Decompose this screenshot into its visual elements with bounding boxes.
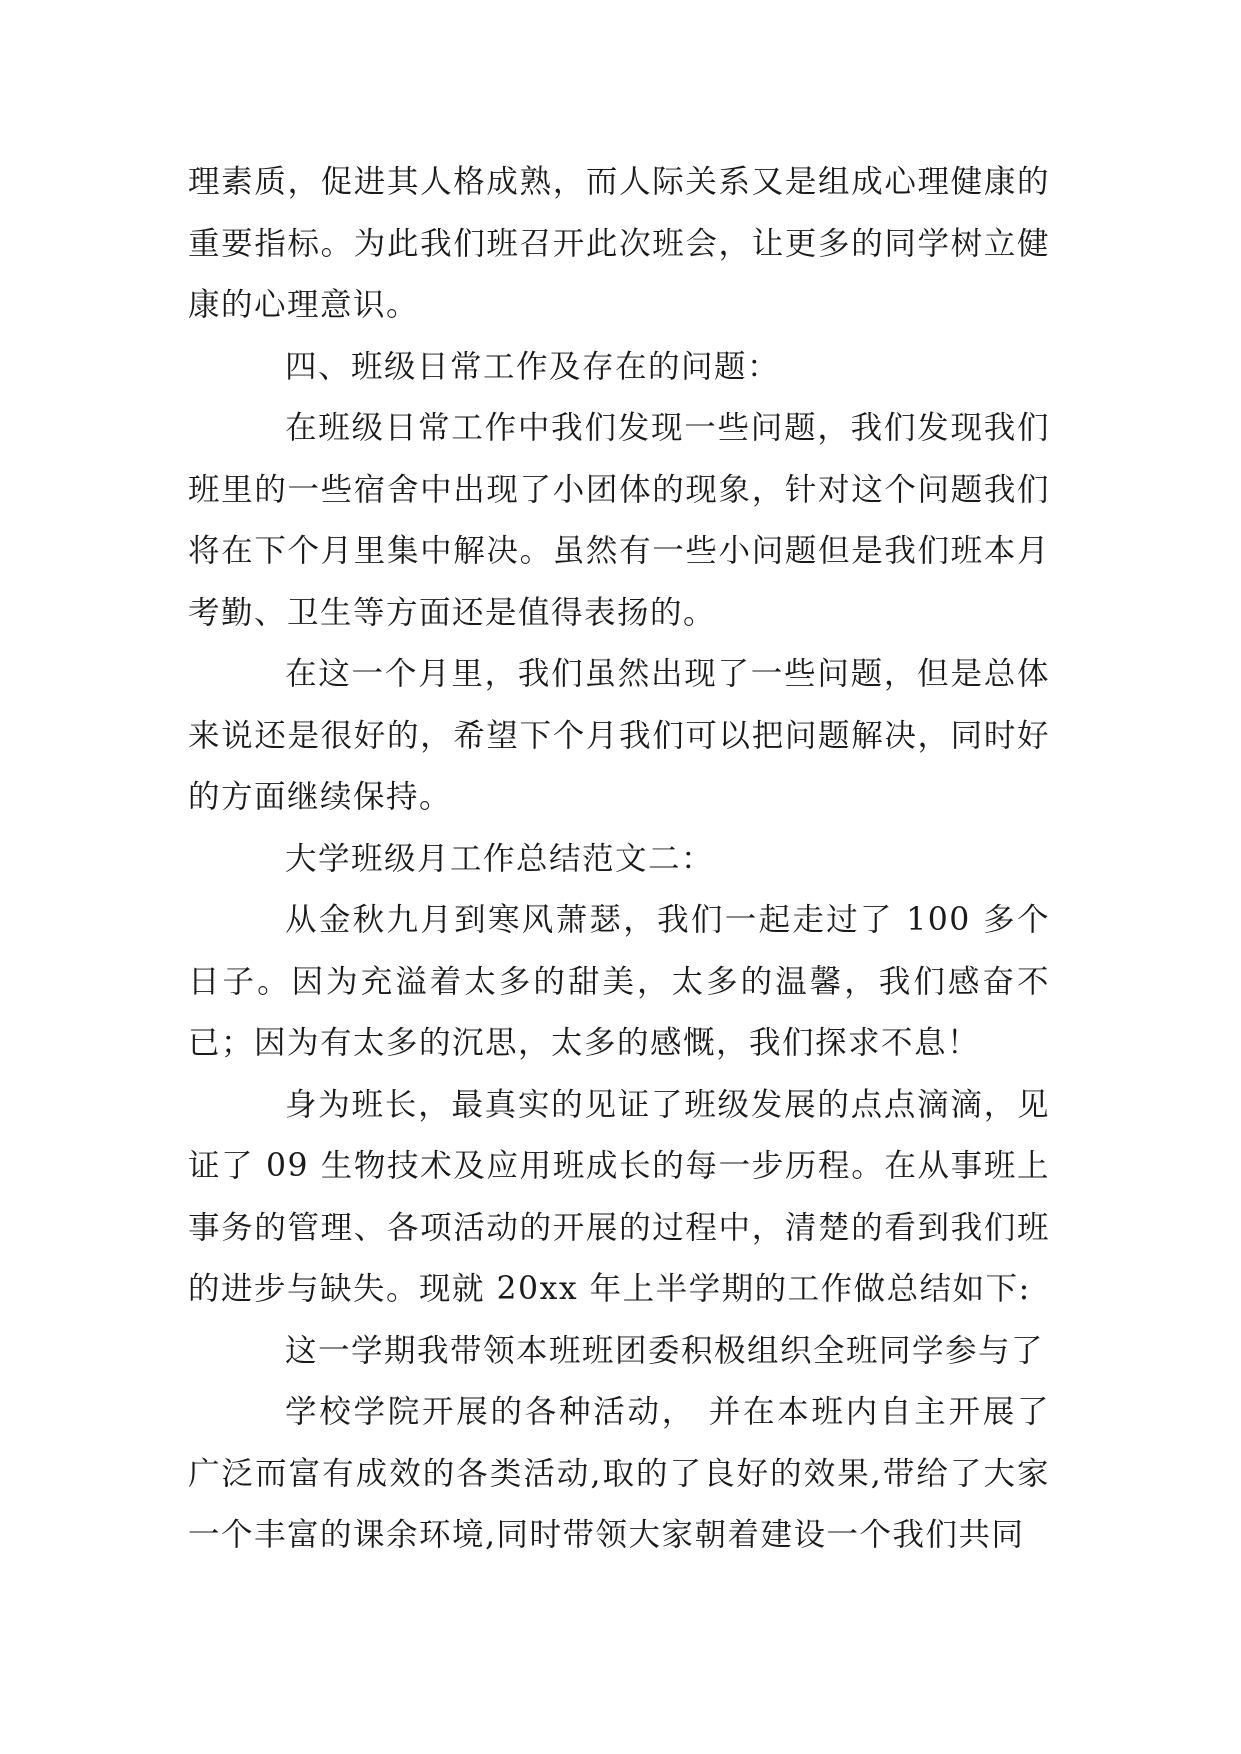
section-heading-example-two: 大学班级月工作总结范文二： [285,840,715,877]
document-body [188,152,1050,1567]
paragraph-3: 在班级日常工作中我们发现一些问题，我们发现我们班里的一些宿舍中出现了小团体的现象，针对这个问题我们将在下个月里集中解决。虽然有一些小问题但是我们班本月考勤、卫生等方面还是值得表扬的。 [188,410,1050,631]
paragraph-1: 理素质，促进其人格成熟，而人际关系又是组成心理健康的重要指标。为此我们班召开此次班会，让更多的同学树立健康的心理意识。 [188,164,1050,323]
paragraph-8: 这一学期我带领本班班团委积极组织全班同学参与了 [285,1332,1045,1369]
section-heading-four: 四、班级日常工作及存在的问题： [285,348,781,385]
paragraph-9: 学校学院开展的各种活动， 并在本班内自主开展了广泛而富有成效的各类活动,取的了良好的效果,带给了大家一个丰富的课余环境,同时带领大家朝着建设一个我们共同 [188,1394,1050,1553]
paragraph-6: 从金秋九月到寒风萧瑟，我们一起走过了 100 多个日子。因为充溢着太多的甜美，太多的温馨，我们感奋不已；因为有太多的沉思，太多的感慨，我们探求不息！ [188,902,1050,1061]
paragraph-4: 在这一个月里，我们虽然出现了一些问题，但是总体来说还是很好的，希望下个月我们可以把问题解决，同时好的方面继续保持。 [188,656,1050,815]
paragraph-7: 身为班长，最真实的见证了班级发展的点点滴滴，见证了 09 生物技术及应用班成长的每一步历程。在从事班上事务的管理、各项活动的开展的过程中，清楚的看到我们班的进步与缺失。现就 20xx 年上半学期的工作做总结如下: [188,1086,1050,1307]
